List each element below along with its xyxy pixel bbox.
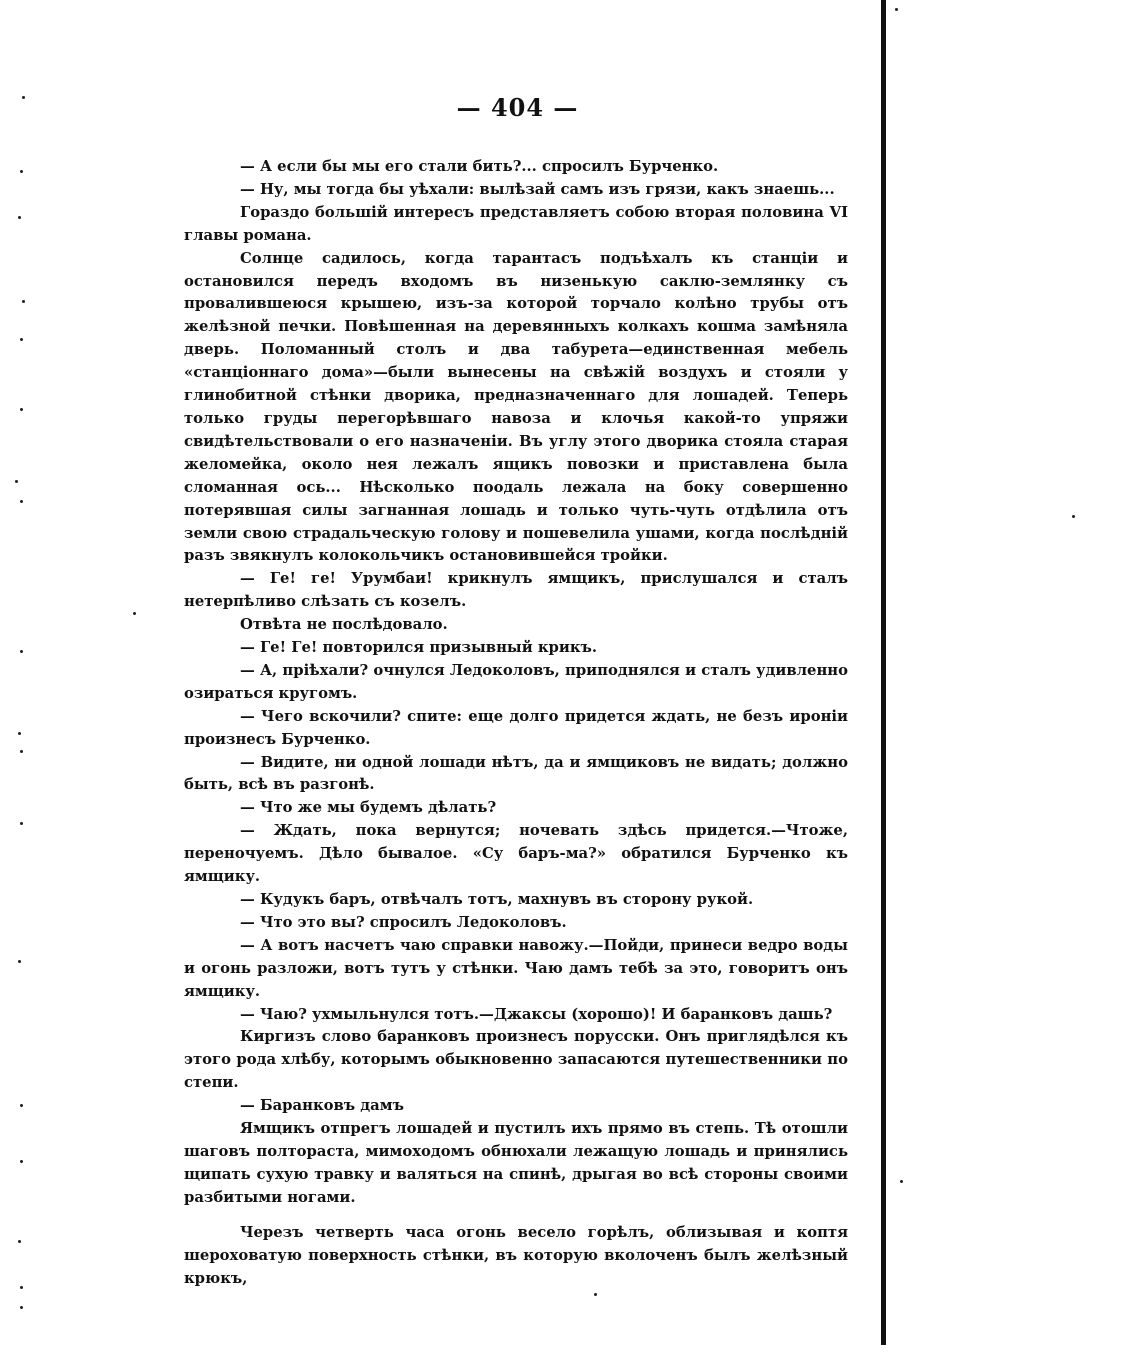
speck [594, 1293, 597, 1296]
paragraph: Киргизъ слово баранковъ произнесъ порусски. Онъ приглядѣлся къ этого рода хлѣбу, которымъ обыкновенно запасаются путешественники по степи. [184, 1028, 848, 1092]
speck [20, 170, 23, 173]
speck [20, 338, 23, 341]
paragraph: — Ждать, пока вернутся; ночевать здѣсь придется.—Чтоже, переночуемъ. Дѣло бывалое. «Су баръ-ма?» обратился Бурченко къ ямщику. [184, 822, 848, 886]
speck [22, 300, 25, 303]
speck [20, 822, 23, 825]
speck [20, 500, 23, 503]
speck [20, 408, 23, 411]
body-text [184, 156, 848, 1290]
speck [1072, 515, 1075, 518]
paragraph: — Ну, мы тогда бы уѣхали: вылѣзай самъ изъ грязи, какъ знаешь... [240, 180, 835, 198]
paragraph: Отвѣта не послѣдовало. [240, 616, 448, 634]
speck [15, 480, 18, 483]
paragraph: — Видите, ни одной лошади нѣтъ, да и ямщиковъ не видать; должно быть, всѣ въ разгонѣ. [184, 753, 848, 794]
paragraph: — Чего вскочили? спите: еще долго придется ждать, не безъ ироніи произнесъ Бурченко. [184, 707, 848, 748]
paragraph: — Кудукъ баръ, отвѣчалъ тотъ, махнувъ въ сторону рукой. [240, 891, 754, 908]
speck [20, 1306, 23, 1309]
speck [20, 1160, 23, 1163]
paragraph: Ямщикъ отпрегъ лошадей и пустилъ ихъ прямо въ степь. Тѣ отошли шаговъ полтораста, мимоходомъ обнюхали лежащую лошадь и принялись щипать сухую травку и валяться на спинѣ, дрыгая во всѣ стороны своими разбитыми ногами. [184, 1120, 848, 1206]
paragraph: Солнце садилось, когда тарантасъ подъѣхалъ къ станціи и остановился передъ входомъ въ низенькую саклю-землянку съ провалившеюся крышею, изъ-за которой торчало колѣно трубы отъ желѣзной печки. Повѣшенная на деревянныхъ колкахъ кошма замѣняла дверь. Поломанный столъ и два табурета—единственная мебель «станціоннаго дома»—были вынесены на свѣжій воздухъ и стояли у глинобитной стѣнки дворика, предназначеннаго для лошадей. Теперь только груды перегорѣвшаго навоза и клочья какой-то упряжи свидѣтельствовали о его назначеніи. Въ углу этого дворика стояла старая желомейка, около нея лежалъ ящикъ повозки и приставлена была сломанная ось... Нѣсколько поодаль лежала на боку совершенно потерявшая силы загнанная лошадь и только чуть-чуть отдѣлила отъ земли свою страдальческую голову и пошевелила ушами, когда послѣдній разъ звякнулъ колокольчикъ остановившейся тройки. [184, 249, 848, 565]
speck [18, 216, 21, 219]
speck [900, 1180, 903, 1183]
speck [133, 612, 136, 615]
speck [20, 650, 23, 653]
paragraph: — А, пріѣхали? очнулся Ледоколовъ, приподнялся и сталъ удивленно озираться кругомъ. [184, 661, 848, 702]
speck [18, 732, 21, 735]
speck [18, 1240, 21, 1243]
speck [18, 960, 21, 963]
paragraph: — А вотъ насчетъ чаю справки навожу.—Пойди, принеси ведро воды и огонь разложи, вотъ тутъ у стѣнки. Чаю дамъ тебѣ за это, говоритъ онъ ямщику. [184, 936, 848, 1000]
paragraph: — Чаю? ухмыльнулся тотъ.—Джаксы (хорошо)! И баранковъ дашь? [240, 1005, 833, 1023]
paragraph: — Что же мы будемъ дѣлать? [240, 799, 497, 817]
paragraph: Гораздо большій интересъ представляетъ собою вторая половина VI главы романа. [184, 203, 848, 244]
speck [895, 8, 898, 11]
paragraph: — А если бы мы его стали бить?... спросилъ Бурченко. [240, 158, 719, 175]
paragraph: — Ге! ге! Урумбаи! крикнулъ ямщикъ, прислушался и сталъ нетерпѣливо слѣзать съ козелъ. [184, 570, 848, 611]
page-number: — 404 — [456, 93, 579, 122]
speck [20, 1286, 23, 1289]
paragraph: — Баранковъ дамъ [240, 1097, 404, 1115]
paragraph: — Ге! Ге! повторился призывный крикъ. [240, 639, 598, 657]
speck [20, 750, 23, 753]
paragraph: Черезъ четверть часа огонь весело горѣлъ, облизывая и коптя шероховатую поверхность стѣнки, въ которую вколоченъ былъ желѣзный крюкъ, [184, 1223, 848, 1287]
page-edge-rule [881, 0, 886, 1345]
paragraph: — Что это вы? спросилъ Ледоколовъ. [240, 913, 567, 931]
speck [20, 1104, 23, 1107]
